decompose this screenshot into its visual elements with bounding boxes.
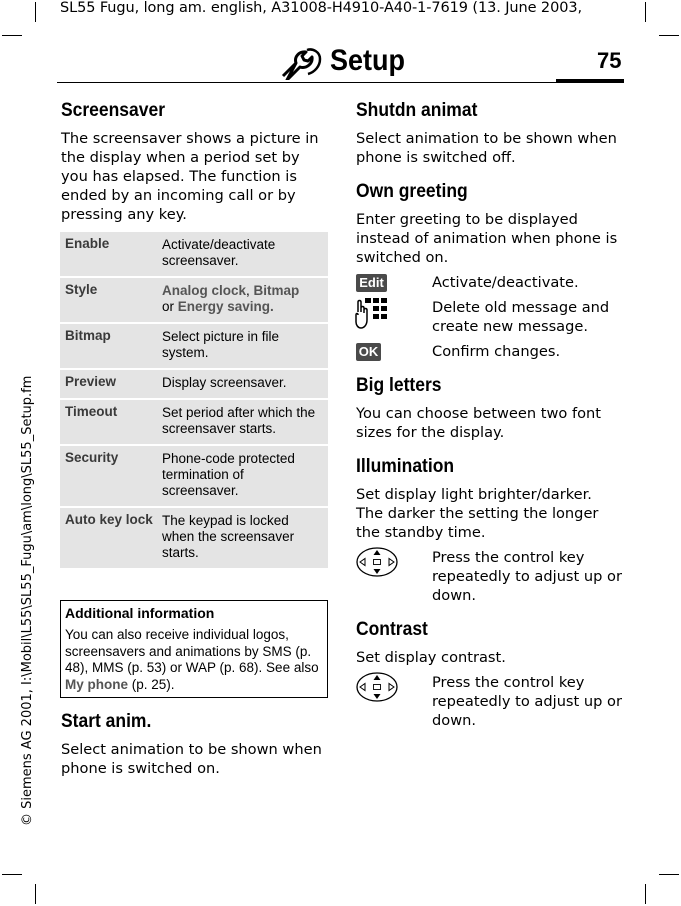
option-energy-saving: Energy saving. [177,299,274,314]
table-value: Select picture in file system. [162,329,280,360]
crop-mark [645,884,646,904]
table-row [60,324,328,368]
table-row [60,400,328,444]
table-row [60,278,328,322]
contrast-key-text: Press the control key repeatedly to adjust up or down. [432,674,622,729]
edit-key-text: Activate/deactivate. [432,274,579,291]
control-key-icon [356,672,398,702]
illumination-heading: Illumination [356,456,455,477]
page-title: Setup [330,44,406,77]
table-key: Auto key lock [65,512,153,527]
table-row [60,370,328,398]
info-title: Additional information [65,605,215,621]
table-value: The keypad is locked when the screensaver starts. [162,513,295,560]
table-value: Phone-code protected termination of screensaver. [162,451,295,498]
table-value [162,283,324,315]
crop-mark [35,884,36,904]
big-letters-body: You can choose between two font sizes for the display. [356,405,602,441]
table-key: Style [65,282,98,297]
illumination-key-text: Press the control key repeatedly to adjust up or down. [432,549,622,604]
additional-info-box [60,600,328,698]
crop-mark [2,874,22,875]
start-anim-body: Select animation to be shown when phone is switched on. [61,741,322,777]
keypad-hand-icon [355,298,387,330]
greeting-heading: Own greeting [356,181,468,202]
shutdn-body: Select animation to be shown when phone is switched off. [356,130,617,166]
edit-softkey-icon: Edit [356,274,387,292]
crop-mark [659,874,679,875]
header-rule [57,82,624,83]
table-value: Display screensaver. [162,375,287,390]
screensaver-body: The screensaver shows a picture in the display when a period set by you has elapsed. The function is ended by an incoming call or by pressing any key. [61,130,319,223]
table-key: Timeout [65,404,118,419]
crop-mark [659,35,679,36]
contrast-heading: Contrast [356,619,428,640]
table-key: Security [65,450,119,465]
page-number-rule [556,79,624,82]
screensaver-heading: Screensaver [61,100,166,121]
keypad-key-text: Delete old message and create new message. [432,299,610,335]
wrench-phone-icon [280,46,322,80]
start-anim-heading: Start anim. [61,711,152,732]
table-value: Set period after which the screensaver starts. [162,405,316,436]
table-key: Bitmap [65,328,111,343]
crop-mark [2,35,22,36]
table-row [60,232,328,276]
table-key: Preview [65,374,117,389]
table-key: Enable [65,236,110,251]
contrast-body: Set display contrast. [356,649,506,666]
crop-mark [35,2,36,22]
my-phone-link[interactable]: My phone [65,676,128,692]
illumination-body: Set display light brighter/darker. The darker the setting the longer the standby time. [356,486,599,541]
option-bitmap: Bitmap [253,283,300,298]
ok-key-text: Confirm changes. [432,343,561,360]
option-analog-clock: Analog clock [162,283,247,298]
side-note: © Siemens AG 2001, I:\Mobil\L55\SL55_Fugu\am\long\SL55_Setup.fm [20,375,35,826]
table-row [60,446,328,506]
page-number: 75 [597,48,622,73]
big-letters-heading: Big letters [356,375,442,396]
running-head: SL55 Fugu, long am. english, A31008-H4910-A40-1-7619 (13. June 2003, [60,0,582,16]
table-row [60,508,328,568]
table-value: Activate/deactivate screensaver. [162,237,276,268]
shutdn-heading: Shutdn animat [356,100,478,121]
info-text-body: You can also receive individual logos, screensavers and animations by SMS (p. 48), MMS (p. 53) or WAP (p. 68). See also [65,627,319,675]
ok-softkey-icon: OK [356,343,381,361]
info-text [65,627,327,693]
separator-text: or [162,299,178,314]
control-key-icon [356,547,398,577]
info-text-tail: (p. 25). [128,676,175,692]
crop-mark [645,2,646,22]
separator-text: , [246,283,254,298]
greeting-body: Enter greeting to be displayed instead of animation when phone is switched on. [356,211,618,266]
